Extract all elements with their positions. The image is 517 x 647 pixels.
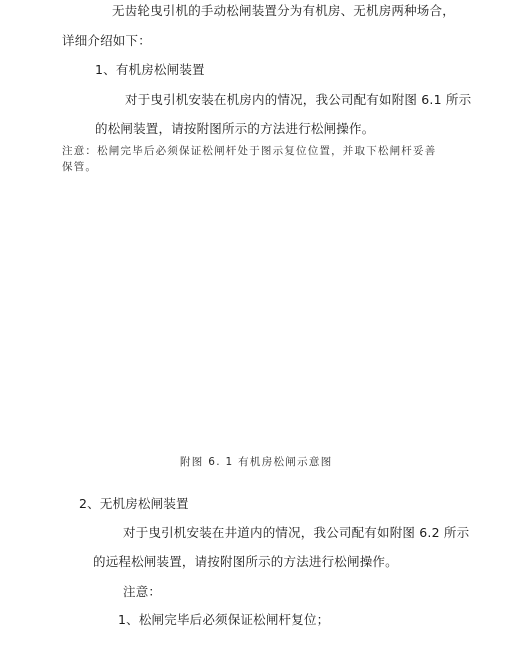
section2-paragraph-line-2: 的远程松闸装置，请按附图所示的方法进行松闸操作。 [93, 554, 398, 569]
section1-paragraph-line-2: 的松闸装置，请按附图所示的方法进行松闸操作。 [95, 121, 375, 136]
section2-note-item-1: 1、松闸完毕后必须保证松闸杆复位； [118, 612, 330, 627]
section1-note-line-1: 注意：松闸完毕后必须保证松闸杆处于图示复位位置，并取下松闸杆妥善 [62, 145, 437, 157]
intro-line-2: 详细介绍如下： [62, 33, 151, 48]
section1-paragraph-line-1: 对于曳引机安装在机房内的情况，我公司配有如附图 6.1 所示 [125, 92, 472, 107]
intro-line-1: 无齿轮曳引机的手动松闸装置分为有机房、无机房两种场合， [112, 3, 455, 18]
section1-note-line-2: 保管。 [62, 161, 98, 173]
figure-placeholder [60, 180, 460, 440]
section1-heading: 1、有机房松闸装置 [95, 62, 205, 77]
section2-heading: 2、无机房松闸装置 [79, 496, 189, 511]
section2-note-label: 注意： [123, 584, 162, 599]
figure-caption: 附图 6. 1 有机房松闸示意图 [180, 456, 333, 468]
section2-paragraph-line-1: 对于曳引机安装在井道内的情况，我公司配有如附图 6.2 所示 [123, 525, 470, 540]
